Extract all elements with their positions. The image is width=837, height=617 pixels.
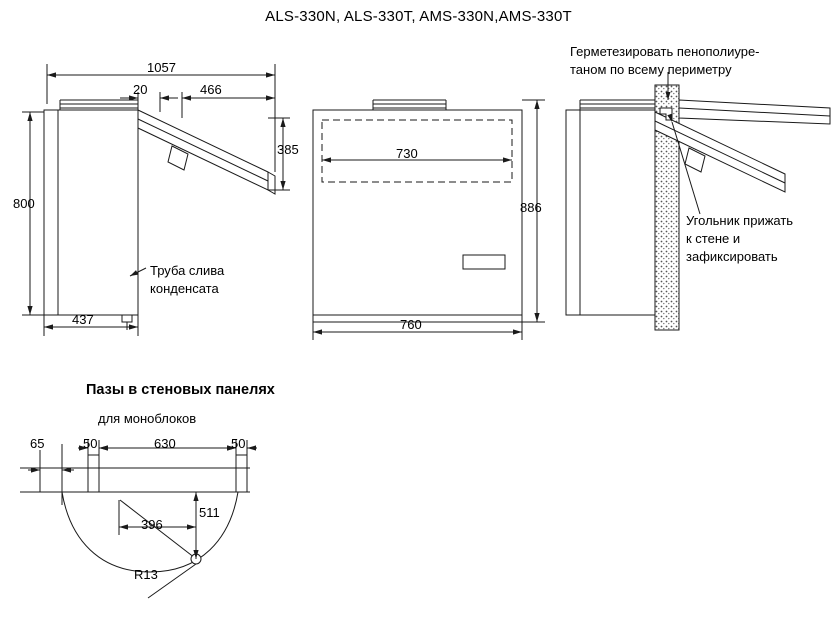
dim-label-1057: 1057: [147, 60, 176, 75]
dim-label-800: 800: [13, 196, 35, 211]
callout-drain-pipe-line2: конденсата: [150, 281, 219, 296]
page-title: ALS-330N, ALS-330T, AMS-330N,AMS-330T: [265, 8, 572, 25]
dim-label-396: 396: [141, 517, 163, 532]
dim-label-r13: R13: [134, 567, 158, 582]
callout-bracket-line3: зафиксировать: [686, 249, 778, 264]
slots-subheading: для моноблоков: [98, 411, 197, 426]
dim-label-630: 630: [154, 436, 176, 451]
dim-label-760: 760: [400, 317, 422, 332]
dim-label-50-right: 50: [231, 436, 246, 451]
dim-label-385: 385: [277, 142, 299, 157]
dim-label-886: 886: [520, 200, 542, 215]
callout-seal-line1: Герметезировать пенополиуре-: [570, 44, 760, 59]
callout-bracket-line2: к стене и: [686, 231, 741, 246]
front-view-body: [313, 100, 522, 322]
dim-20: [120, 92, 178, 112]
dim-label-50-left: 50: [83, 436, 98, 451]
slots-heading: Пазы в стеновых панелях: [86, 382, 275, 398]
callout-drain-pipe-line1: Труба слива: [150, 263, 225, 278]
dim-800: [22, 112, 44, 315]
callout-bracket-line1: Угольник прижать: [686, 213, 794, 228]
dim-label-437: 437: [72, 312, 94, 327]
callout-seal-line2: таном по всему периметру: [570, 62, 732, 77]
dim-label-65: 65: [30, 436, 45, 451]
dim-label-20: 20: [133, 82, 148, 97]
dim-label-511: 511: [199, 505, 220, 520]
dim-label-466: 466: [200, 82, 222, 97]
dim-label-730: 730: [396, 146, 418, 161]
